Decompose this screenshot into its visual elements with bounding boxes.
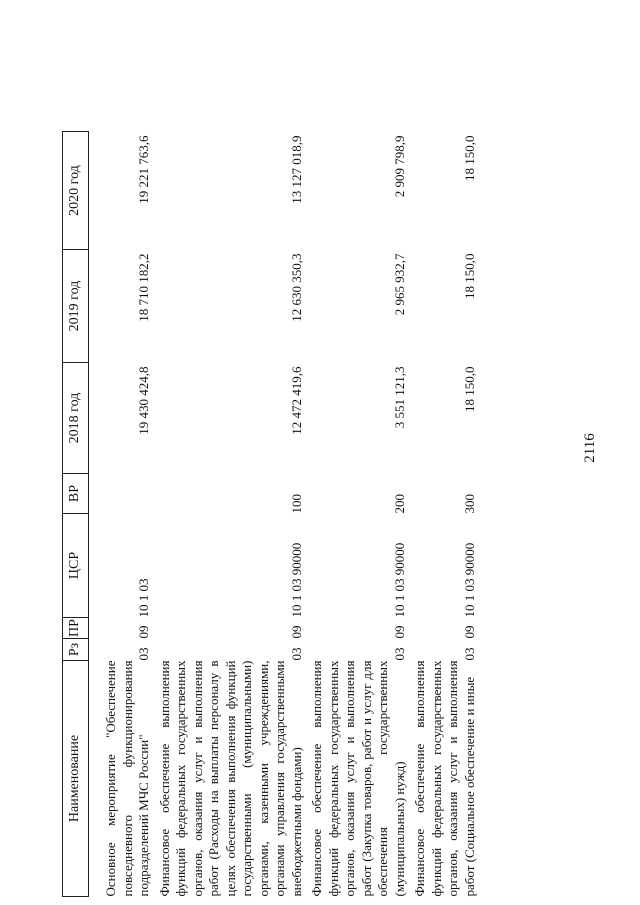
- header-csr: ЦСР: [63, 514, 89, 618]
- header-2019: 2019 год: [63, 250, 89, 363]
- header-2020: 2020 год: [63, 132, 89, 250]
- row-value-2019: 2 965 932,7: [391, 253, 407, 316]
- spacer: [89, 132, 104, 897]
- row-value-2020: 2 909 798,9: [391, 135, 407, 198]
- row-value-2020: 18 150,0: [461, 135, 477, 181]
- row-value-2019: 12 630 350,3: [288, 253, 304, 322]
- table-row: [412, 132, 482, 897]
- header-pr: ПР: [63, 618, 89, 639]
- row-name: Финансовое обеспечение выполнения функций федеральных государственных органов, оказания услуг и выполнения работ (Закупка товаров, работ и услуг для обеспечения государственных (муниципальных) нужд): [309, 660, 407, 897]
- row-csr: 10 1 03: [136, 578, 151, 618]
- row-name: Основное мероприятие "Обеспечение повседневного функционирования подразделений МЧС России": [103, 660, 151, 897]
- row-rz: 03: [288, 647, 304, 661]
- row-pr: 09: [391, 625, 407, 639]
- row-value-2019: 18 710 182,2: [136, 253, 151, 322]
- row-value-2018: 18 150,0: [461, 366, 477, 412]
- row-csr: 10 1 03 90000: [288, 542, 304, 618]
- page-number: 2116: [582, 433, 598, 463]
- header-rz: Рз: [63, 639, 89, 661]
- row-value-2019: 18 150,0: [461, 253, 477, 299]
- budget-table: [62, 131, 482, 897]
- row-csr: 10 1 03 90000: [461, 542, 477, 618]
- row-rz: 03: [461, 647, 477, 661]
- header-name: Наименование: [63, 661, 89, 897]
- row-value-2020: 13 127 018,9: [288, 135, 304, 204]
- table-row: [103, 132, 157, 897]
- header-vr: ВР: [63, 474, 89, 514]
- row-value-2020: 19 221 763,6: [136, 135, 151, 204]
- table-row: [309, 132, 412, 897]
- row-csr: 10 1 03 90000: [391, 542, 407, 618]
- row-name: Финансовое обеспечение выполнения функций федеральных государственных органов, оказания услуг и выполнения работ (Расходы на выплаты персоналу в целях обеспечения выполнения функций государственными (муниципальными) органами, казенными учреждениями, органами управления государственными внебюджетными фондами): [156, 660, 304, 897]
- row-value-2018: 12 472 419,6: [288, 366, 304, 435]
- header-2018: 2018 год: [63, 363, 89, 474]
- row-rz: 03: [136, 647, 151, 661]
- row-pr: 09: [288, 625, 304, 639]
- row-vr: 300: [461, 494, 477, 514]
- row-pr: 09: [136, 625, 151, 639]
- row-vr: [103, 474, 157, 514]
- row-vr: 100: [288, 494, 304, 514]
- row-pr: 09: [461, 625, 477, 639]
- table-header-row: [63, 132, 89, 897]
- row-value-2018: 3 551 121,3: [391, 366, 407, 429]
- row-value-2018: 19 430 424,8: [136, 366, 151, 435]
- row-name: Финансовое обеспечение выполнения функций федеральных государственных органов, оказания услуг и выполнения работ (Социальное обеспечение и иные: [412, 660, 477, 897]
- row-rz: 03: [391, 647, 407, 661]
- table-row: [157, 132, 310, 897]
- row-vr: 200: [391, 494, 407, 514]
